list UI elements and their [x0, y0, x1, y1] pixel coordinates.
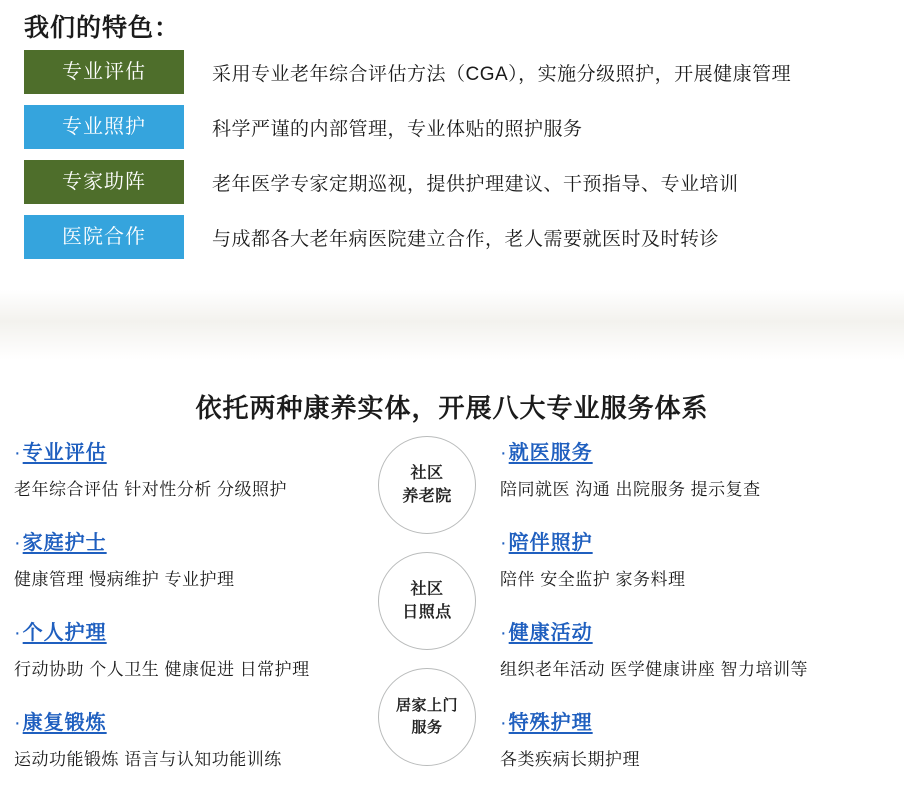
feature-row — [24, 215, 880, 259]
services-title: 依托两种康养实体，开展八大专业服务体系 — [195, 393, 709, 423]
features-section — [0, 0, 904, 290]
service-detail: 健康管理 慢病维护 专业护理 — [14, 570, 235, 589]
feature-row — [24, 160, 880, 204]
service-heading — [500, 706, 850, 735]
service-name[interactable]: 就医服务 — [508, 442, 593, 464]
entity-circle-line2: 服务 — [411, 719, 443, 736]
entity-circle — [378, 552, 476, 650]
entity-circle — [378, 436, 476, 534]
feature-row — [24, 105, 880, 149]
service-name[interactable]: 特殊护理 — [508, 712, 593, 734]
bullet-icon: · — [500, 532, 507, 554]
entity-circle — [378, 668, 476, 766]
service-detail: 老年综合评估 针对性分析 分级照护 — [14, 480, 287, 499]
features-title: 我们的特色： — [24, 14, 181, 42]
services-section — [0, 360, 904, 782]
bullet-icon: · — [14, 532, 21, 554]
feature-tag: 医院合作 — [24, 215, 184, 259]
service-heading — [14, 616, 364, 645]
service-heading — [14, 706, 364, 735]
entity-circle-line1: 居家上门 — [395, 697, 458, 715]
section-divider-gradient — [0, 290, 904, 360]
service-name[interactable]: 家庭护士 — [22, 532, 107, 554]
service-detail: 行动协助 个人卫生 健康促进 日常护理 — [14, 660, 310, 679]
service-heading — [14, 436, 364, 465]
feature-tag: 专业评估 — [24, 50, 184, 94]
service-item — [500, 526, 850, 590]
entity-circle-line2: 养老院 — [402, 488, 452, 505]
feature-description: 与成都各大老年病医院建立合作，老人需要就医时及时转诊 — [212, 228, 720, 250]
service-heading — [500, 436, 850, 465]
entity-circle-line2: 日照点 — [402, 604, 452, 621]
bullet-icon: · — [500, 712, 507, 734]
service-item — [14, 706, 364, 770]
bullet-icon: · — [14, 622, 21, 644]
service-name[interactable]: 陪伴照护 — [508, 532, 593, 554]
service-item — [500, 436, 850, 500]
service-item — [14, 616, 364, 680]
bullet-icon: · — [500, 442, 507, 464]
service-detail: 陪伴 安全监护 家务料理 — [500, 570, 686, 589]
service-name[interactable]: 康复锻炼 — [22, 712, 107, 734]
feature-row — [24, 50, 880, 94]
entity-circle-line1: 社区 — [410, 464, 444, 482]
feature-description: 老年医学专家定期巡视，提供护理建议、干预指导、专业培训 — [212, 173, 739, 195]
section-divider — [0, 290, 904, 360]
entity-circle-line1: 社区 — [410, 580, 444, 598]
services-right-column — [500, 436, 850, 796]
service-item — [500, 616, 850, 680]
bullet-icon: · — [500, 622, 507, 644]
service-name[interactable]: 专业评估 — [22, 442, 107, 464]
service-detail: 各类疾病长期护理 — [500, 750, 640, 769]
bullet-icon: · — [14, 712, 21, 734]
bullet-icon: · — [14, 442, 21, 464]
service-heading — [500, 526, 850, 555]
service-heading — [14, 526, 364, 555]
feature-description: 采用专业老年综合评估方法（CGA），实施分级照护，开展健康管理 — [212, 63, 792, 85]
service-detail: 组织老年活动 医学健康讲座 智力培训等 — [500, 660, 808, 679]
feature-tag: 专业照护 — [24, 105, 184, 149]
service-name[interactable]: 个人护理 — [22, 622, 107, 644]
service-heading — [500, 616, 850, 645]
service-item — [500, 706, 850, 770]
service-item — [14, 526, 364, 590]
service-item — [14, 436, 364, 500]
entity-circles-group — [378, 436, 488, 784]
service-detail: 运动功能锻炼 语言与认知功能训练 — [14, 750, 282, 769]
services-left-column — [14, 436, 364, 796]
service-detail: 陪同就医 沟通 出院服务 提示复查 — [500, 480, 761, 499]
feature-tag: 专家助阵 — [24, 160, 184, 204]
feature-description: 科学严谨的内部管理，专业体贴的照护服务 — [212, 118, 583, 140]
service-name[interactable]: 健康活动 — [508, 622, 593, 644]
